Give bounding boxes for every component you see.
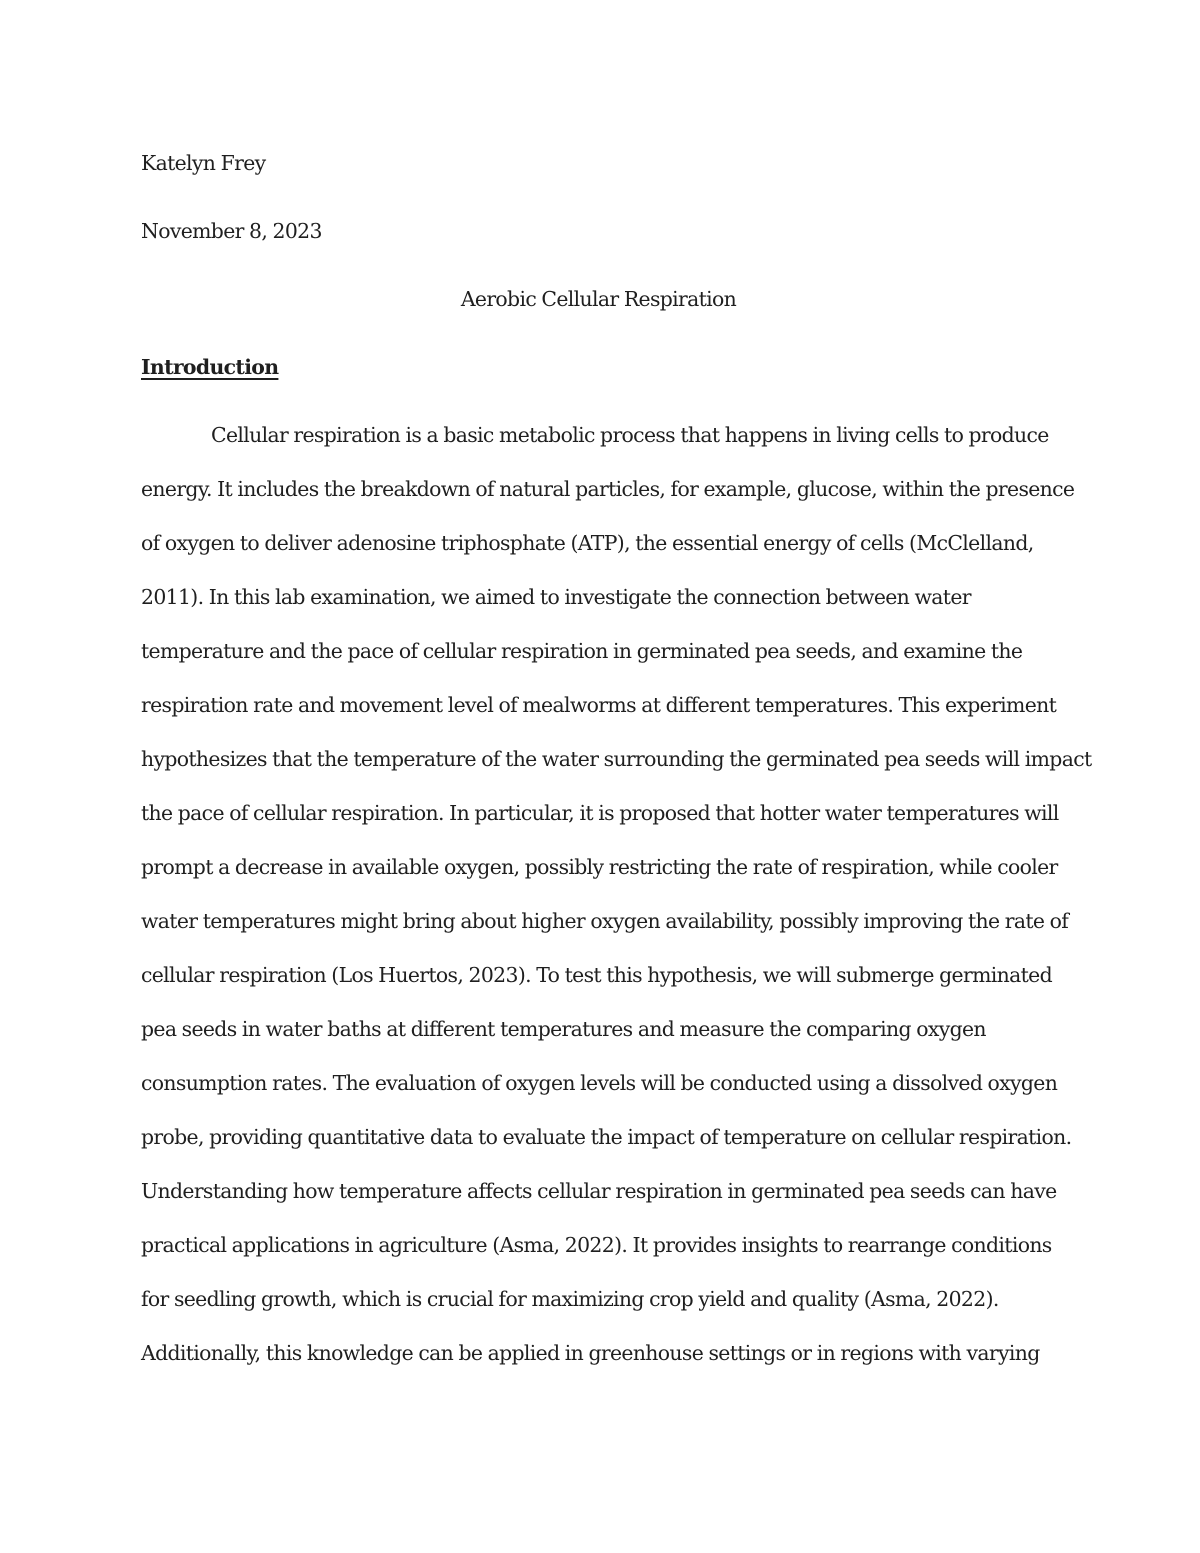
paragraph-line: consumption rates. The evaluation of oxygen levels will be conducted using a dissolved oxygen [141,1071,1058,1095]
paragraph-line: 2011). In this lab examination, we aimed to investigate the connection between water [141,585,971,609]
paragraph-line: Cellular respiration is a basic metabolic process that happens in living cells to produce [211,423,1049,447]
paragraph-line: respiration rate and movement level of mealworms at different temperatures. This experiment [141,693,1057,717]
paragraph-line: Additionally, this knowledge can be applied in greenhouse settings or in regions with varying [141,1341,1040,1365]
author-name: Katelyn Frey [141,151,266,175]
document-date: November 8, 2023 [141,219,322,243]
paragraph-line: probe, providing quantitative data to evaluate the impact of temperature on cellular respiration. [141,1125,1072,1149]
spacer [141,190,1056,204]
paragraph-line: for seedling growth, which is crucial for maximizing crop yield and quality (Asma, 2022). [141,1287,999,1311]
paragraph-line: of oxygen to deliver adenosine triphosphate (ATP), the essential energy of cells (McClelland, [141,531,1034,555]
paragraph-line: water temperatures might bring about higher oxygen availability, possibly improving the rate of [141,909,1069,933]
introduction-paragraph [141,408,1092,1380]
document-title: Aerobic Cellular Respiration [460,287,737,311]
section-heading-introduction: Introduction [141,355,279,379]
paragraph-line: hypothesizes that the temperature of the water surrounding the germinated pea seeds will impact [141,747,1092,771]
spacer [141,394,1056,408]
spacer [141,258,1056,272]
paragraph-line: Understanding how temperature affects cellular respiration in germinated pea seeds can have [141,1179,1057,1203]
paragraph-line: energy. It includes the breakdown of natural particles, for example, glucose, within the presence [141,477,1075,501]
document-body [141,136,1092,1380]
spacer [141,326,1056,340]
paragraph-line: practical applications in agriculture (Asma, 2022). It provides insights to rearrange conditions [141,1233,1052,1257]
paragraph-line: temperature and the pace of cellular respiration in germinated pea seeds, and examine the [141,639,1023,663]
paragraph-line: cellular respiration (Los Huertos, 2023). To test this hypothesis, we will submerge germinated [141,963,1052,987]
paragraph-line: prompt a decrease in available oxygen, possibly restricting the rate of respiration, while cooler [141,855,1058,879]
paragraph-line: the pace of cellular respiration. In particular, it is proposed that hotter water temperatures will [141,801,1059,825]
paragraph-line: pea seeds in water baths at different temperatures and measure the comparing oxygen [141,1017,986,1041]
